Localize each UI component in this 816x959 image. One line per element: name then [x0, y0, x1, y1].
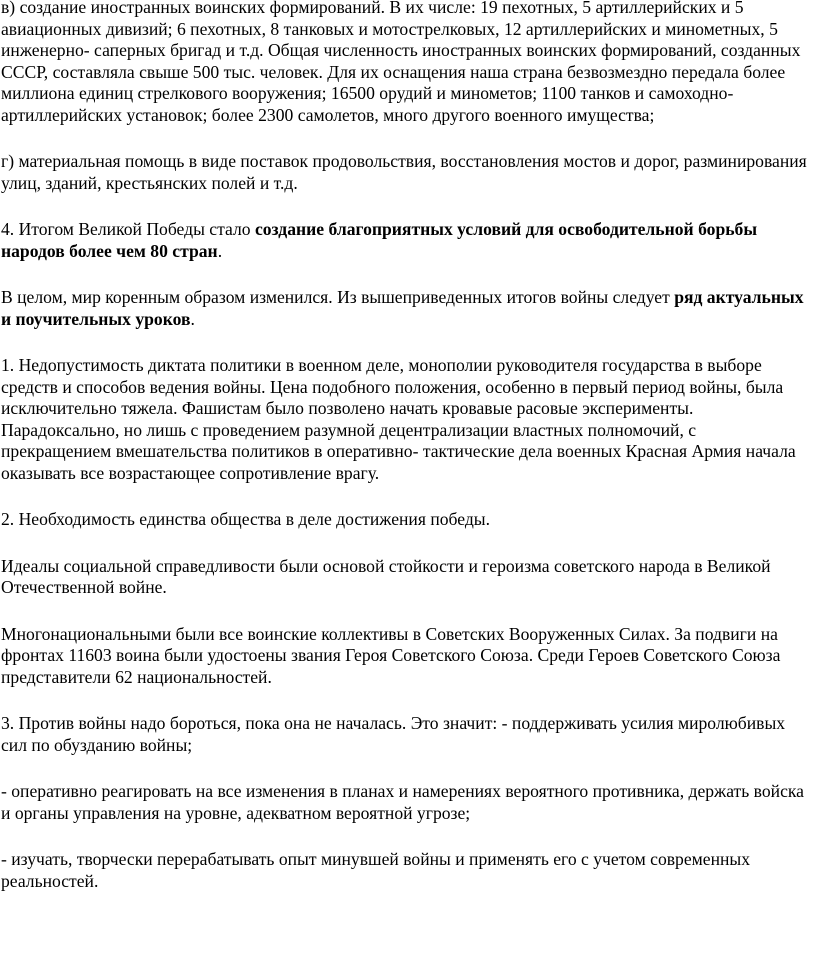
paragraph-text: .	[190, 308, 195, 329]
paragraph-world-changed	[1, 287, 810, 330]
paragraph-react-to-changes	[1, 781, 810, 824]
paragraph-study-experience	[1, 849, 810, 892]
paragraph-text: г) материальная помощь в виде поставок продовольствия, восстановления мостов и дорог, разминирования улиц, зданий, крестьянских полей и т.д.	[1, 151, 807, 193]
paragraph-text: - оперативно реагировать на все изменения в планах и намерениях вероятного противника, держать войска и органы управления на уровне, адекватном вероятной угрозе;	[1, 781, 804, 823]
paragraph-text: 3. Против войны надо бороться, пока она не началась. Это значит: - поддерживать усилия миролюбивых сил по обузданию войны;	[1, 713, 786, 755]
bold-emphasis: создание благоприятных условий для освободительной борьбы народов более чем 80 стран	[1, 219, 758, 261]
paragraph-text: Многонациональными были все воинские коллективы в Советских Вооруженных Силах. За подвиги на фронтах 11603 воина были удостоены звания Героя Советского Союза. Среди Героев Советского Союза представители 62 национальностей.	[1, 623, 781, 687]
paragraph-text: 1. Недопустимость диктата политики в военном деле, монополии руководителя государства в выборе средств и способов ведения войны. Цена подобного положения, особенно в первый период войны, была исключительно тяжела. Фашистам было позволено начать кровавые расовые эксперименты. Парадоксально, но лишь с проведением разумной децентрализации властных полномочий, с прекращением вмешательства политиков в оперативно- тактические дела военных Красная Армия начала оказывать все возрастающее сопротивление врагу.	[1, 355, 796, 483]
bold-emphasis: ряд актуальных и поучительных уроков	[1, 287, 804, 329]
paragraph-text: В целом, мир коренным образом изменился. Из вышеприведенных итогов войны следует	[1, 287, 675, 307]
paragraph-multinational	[1, 624, 810, 689]
paragraph-text: в) создание иностранных воинских формирований. В их числе: 19 пехотных, 5 артиллерийских и 5 авиационных дивизий; 6 пехотных, 8 танковых и мотострелковых, 12 артиллерийских и минометных, 5 инженерно- саперных бригад и т.д. Общая численность иностранных воинских формирований, созданных СССР, составляла свыше 500 тыс. человек. Для их оснащения наша страна безвозмездно передала более миллиона единиц стрелкового вооружения; 16500 орудий и минометов; 1100 танков и самоходно- артиллерийских установок; более 2300 самолетов, много другого военного имущества;	[1, 0, 801, 125]
paragraph-text: Идеалы социальной справедливости были основой стойкости и героизма советского народа в Великой Отечественной войне.	[1, 555, 771, 597]
paragraph-social-justice	[1, 556, 810, 599]
paragraph-text: .	[217, 240, 223, 261]
paragraph-text: 2. Необходимость единства общества в деле достижения победы.	[1, 509, 491, 529]
paragraph-material-aid	[1, 151, 810, 194]
paragraph-lesson-3	[1, 713, 810, 756]
paragraph-lesson-2	[1, 509, 810, 531]
paragraph-foreign-formations	[1, 0, 810, 126]
paragraph-text: - изучать, творчески перерабатывать опыт минувшей войны и применять его с учетом современных реальностей.	[1, 849, 751, 891]
paragraph-lesson-1	[1, 355, 810, 484]
paragraph-victory-result	[1, 219, 810, 262]
paragraph-text: 4. Итогом Великой Победы стало	[1, 219, 255, 239]
